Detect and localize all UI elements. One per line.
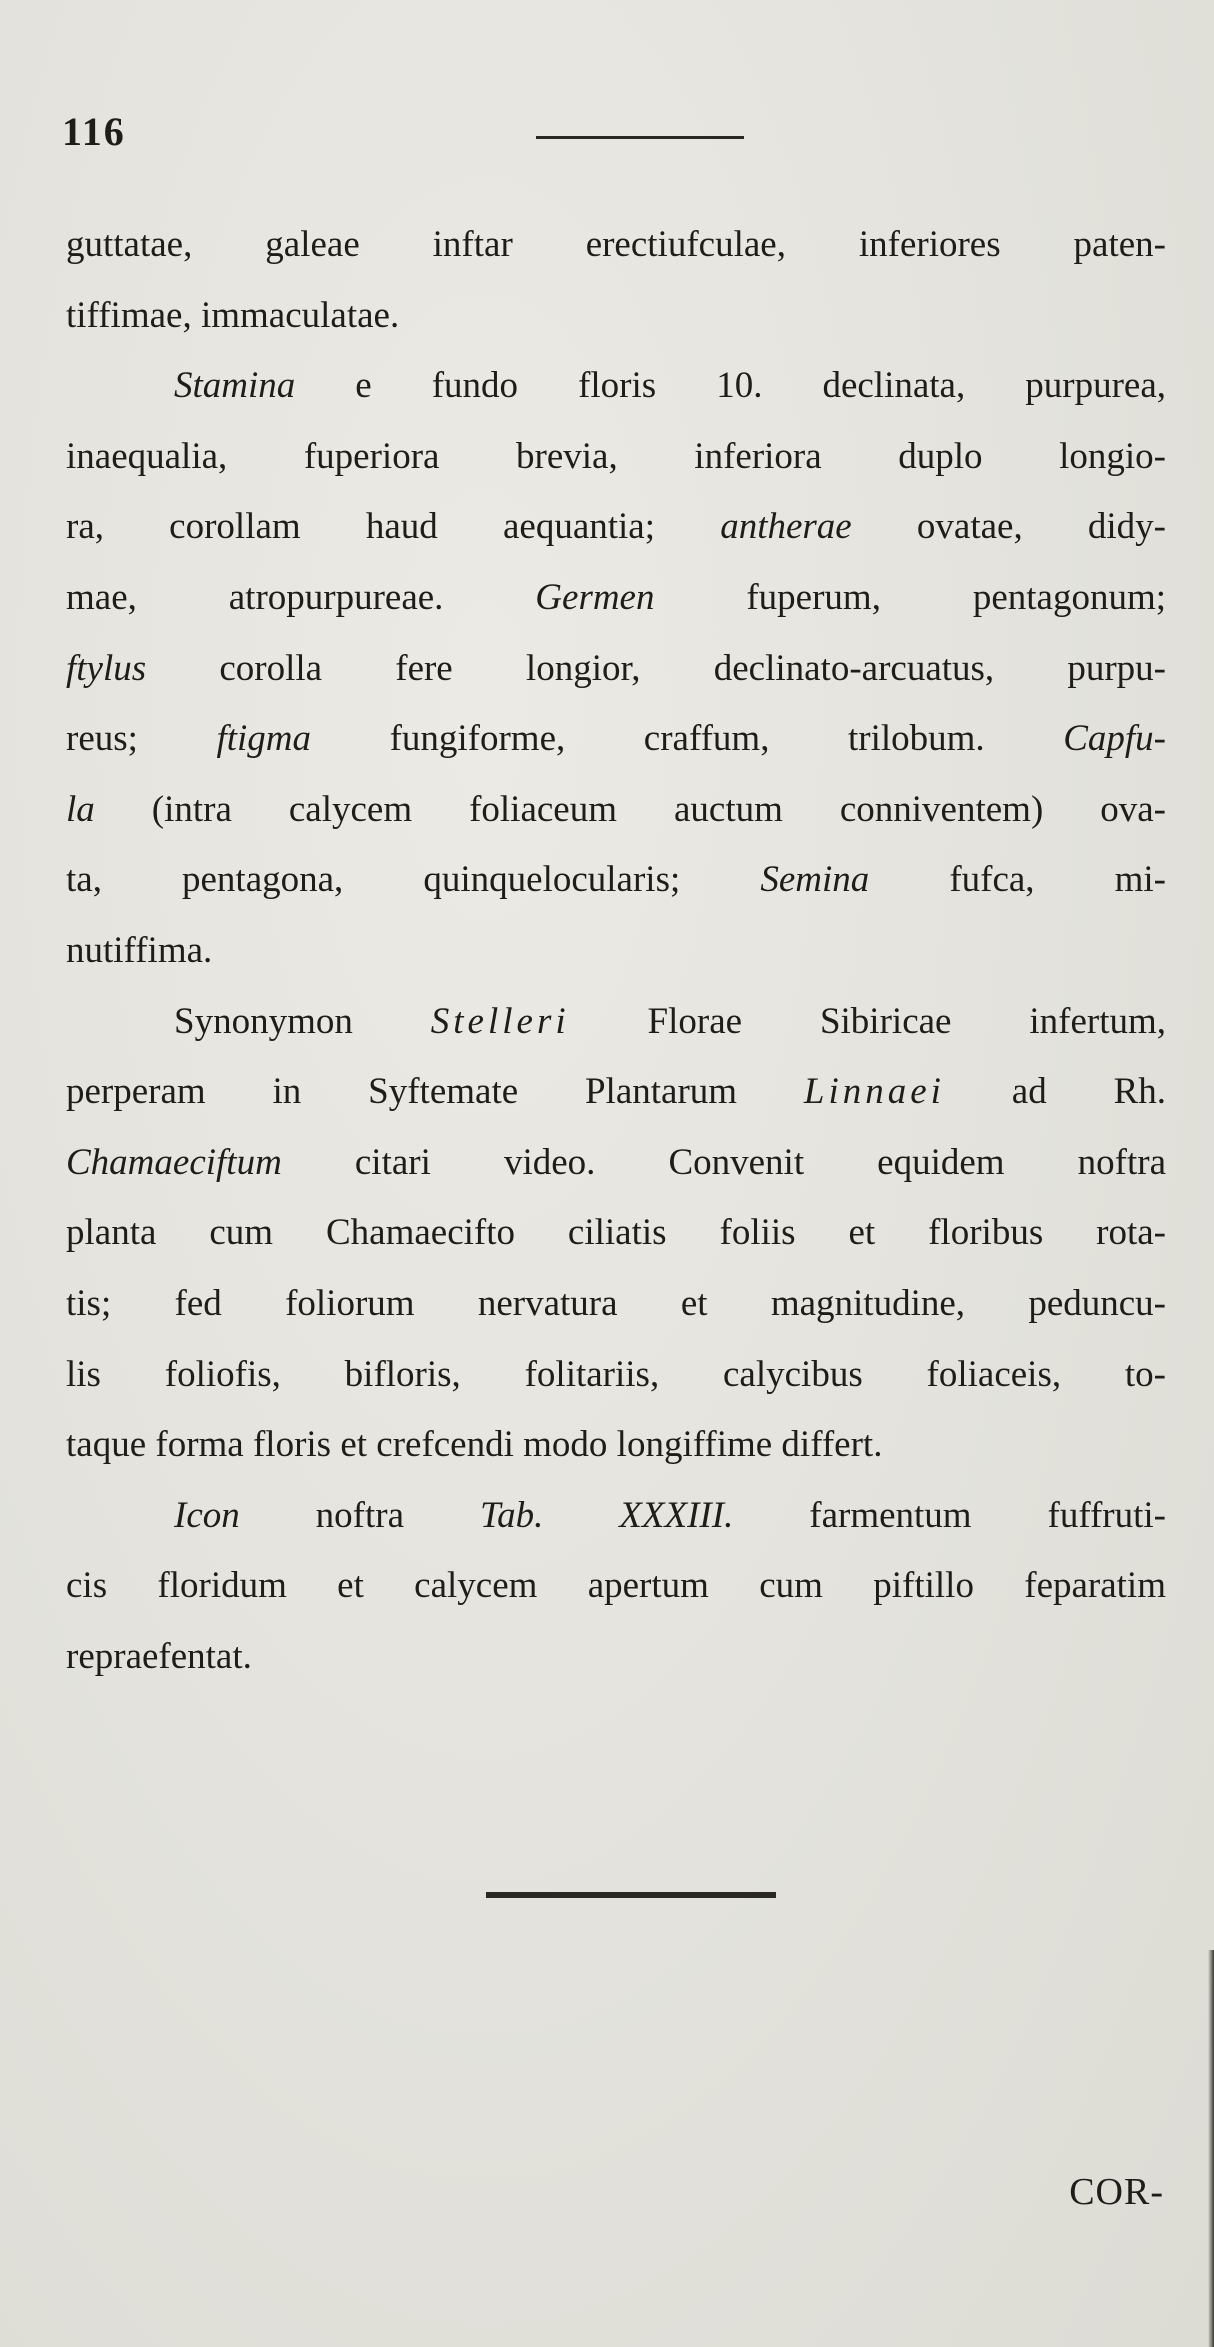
text-line bbox=[66, 210, 1166, 281]
text-run: Florae Sibiricae infertum, bbox=[569, 1000, 1167, 1042]
text-run: e fundo floris 10. declinata, purpurea, bbox=[295, 365, 1166, 407]
text-run: repraefentat. bbox=[66, 1635, 252, 1677]
text-line bbox=[66, 1551, 1166, 1622]
italic-term: Semina bbox=[760, 859, 870, 901]
author-name: Stelleri bbox=[430, 1000, 570, 1042]
text-line bbox=[66, 1128, 1166, 1199]
text-run: mae, atropurpureae. bbox=[66, 576, 536, 618]
text-line bbox=[66, 492, 1166, 563]
text-line bbox=[66, 281, 1166, 352]
text-run: fuperum, pentagonum; bbox=[654, 576, 1166, 618]
text-line bbox=[66, 563, 1166, 634]
text-run: perperam in Syftemate Plantarum bbox=[66, 1071, 804, 1113]
italic-term: Chamaeciftum bbox=[66, 1141, 282, 1183]
text-run: tiffimae, immaculatae. bbox=[66, 294, 400, 336]
text-run: corolla fere longior, declinato-arcuatus, purpu- bbox=[146, 647, 1166, 689]
text-run: lis foliofis, bifloris, folitariis, calycibus foliaceis, to- bbox=[66, 1353, 1166, 1395]
italic-term: ftigma bbox=[216, 718, 312, 760]
text-run: taque forma floris et crefcendi modo longiffime differt. bbox=[66, 1424, 883, 1466]
text-run: guttatae, galeae inftar erectiufculae, inferiores paten- bbox=[66, 224, 1166, 265]
text-run: cis floridum et calycem apertum cum piftillo feparatim bbox=[66, 1565, 1166, 1607]
text-run: citari video. Convenit equidem noftra bbox=[281, 1141, 1166, 1183]
text-run: fungiforme, craffum, trilobum. bbox=[311, 718, 1064, 760]
text-line bbox=[66, 845, 1166, 916]
text-line bbox=[66, 775, 1166, 846]
text-run: noftra bbox=[239, 1494, 480, 1536]
text-line bbox=[66, 1481, 1166, 1552]
text-line bbox=[66, 1198, 1166, 1269]
text-line bbox=[66, 634, 1166, 705]
text-line bbox=[66, 1622, 1166, 1693]
text-line bbox=[66, 1057, 1166, 1128]
italic-term: ftylus bbox=[66, 647, 147, 689]
text-run: (intra calycem foliaceum auctum conniventem) ova- bbox=[94, 788, 1166, 830]
italic-term: antherae bbox=[720, 506, 852, 548]
catchword: COR- bbox=[1069, 2171, 1164, 2213]
author-name: Linnaei bbox=[803, 1071, 945, 1113]
text-run: ovatae, didy- bbox=[851, 506, 1167, 548]
text-run: nutiffima. bbox=[66, 929, 213, 971]
text-run: reus; bbox=[66, 718, 217, 760]
text-run: inaequalia, fuperiora brevia, inferiora duplo longio- bbox=[66, 435, 1166, 477]
page-edge-shadow bbox=[1208, 1950, 1214, 2347]
header-rule bbox=[536, 136, 744, 139]
text-line bbox=[66, 1340, 1166, 1411]
text-run: ta, pentagona, quinquelocularis; bbox=[66, 859, 761, 901]
italic-term: Tab. XXXIII. bbox=[479, 1494, 734, 1536]
text-run: ad Rh. bbox=[944, 1071, 1166, 1113]
text-run: ra, corollam haud aequantia; bbox=[66, 506, 721, 548]
italic-term: la bbox=[66, 788, 95, 830]
text-line bbox=[66, 704, 1166, 775]
italic-term: Germen bbox=[535, 576, 655, 618]
text-line bbox=[66, 1269, 1166, 1340]
text-line bbox=[66, 422, 1166, 493]
text-run: Synonymon bbox=[174, 1000, 431, 1042]
text-line bbox=[66, 351, 1166, 422]
text-run: fufca, mi- bbox=[869, 859, 1167, 901]
italic-term: Icon bbox=[174, 1494, 240, 1536]
page-number: 116 bbox=[62, 109, 126, 154]
body-text bbox=[66, 210, 1166, 1692]
italic-term: Capfu- bbox=[1063, 718, 1166, 760]
footer-rule bbox=[486, 1892, 776, 1898]
text-line bbox=[66, 916, 1166, 987]
text-line bbox=[66, 987, 1166, 1058]
page-header bbox=[62, 108, 762, 168]
italic-term: Stamina bbox=[174, 365, 296, 407]
text-run: planta cum Chamaecifto ciliatis foliis et floribus rota- bbox=[66, 1212, 1166, 1254]
text-line bbox=[66, 1410, 1166, 1481]
text-run: tis; fed foliorum nervatura et magnitudine, peduncu- bbox=[66, 1282, 1166, 1324]
text-run: farmentum fuffruti- bbox=[733, 1494, 1166, 1536]
